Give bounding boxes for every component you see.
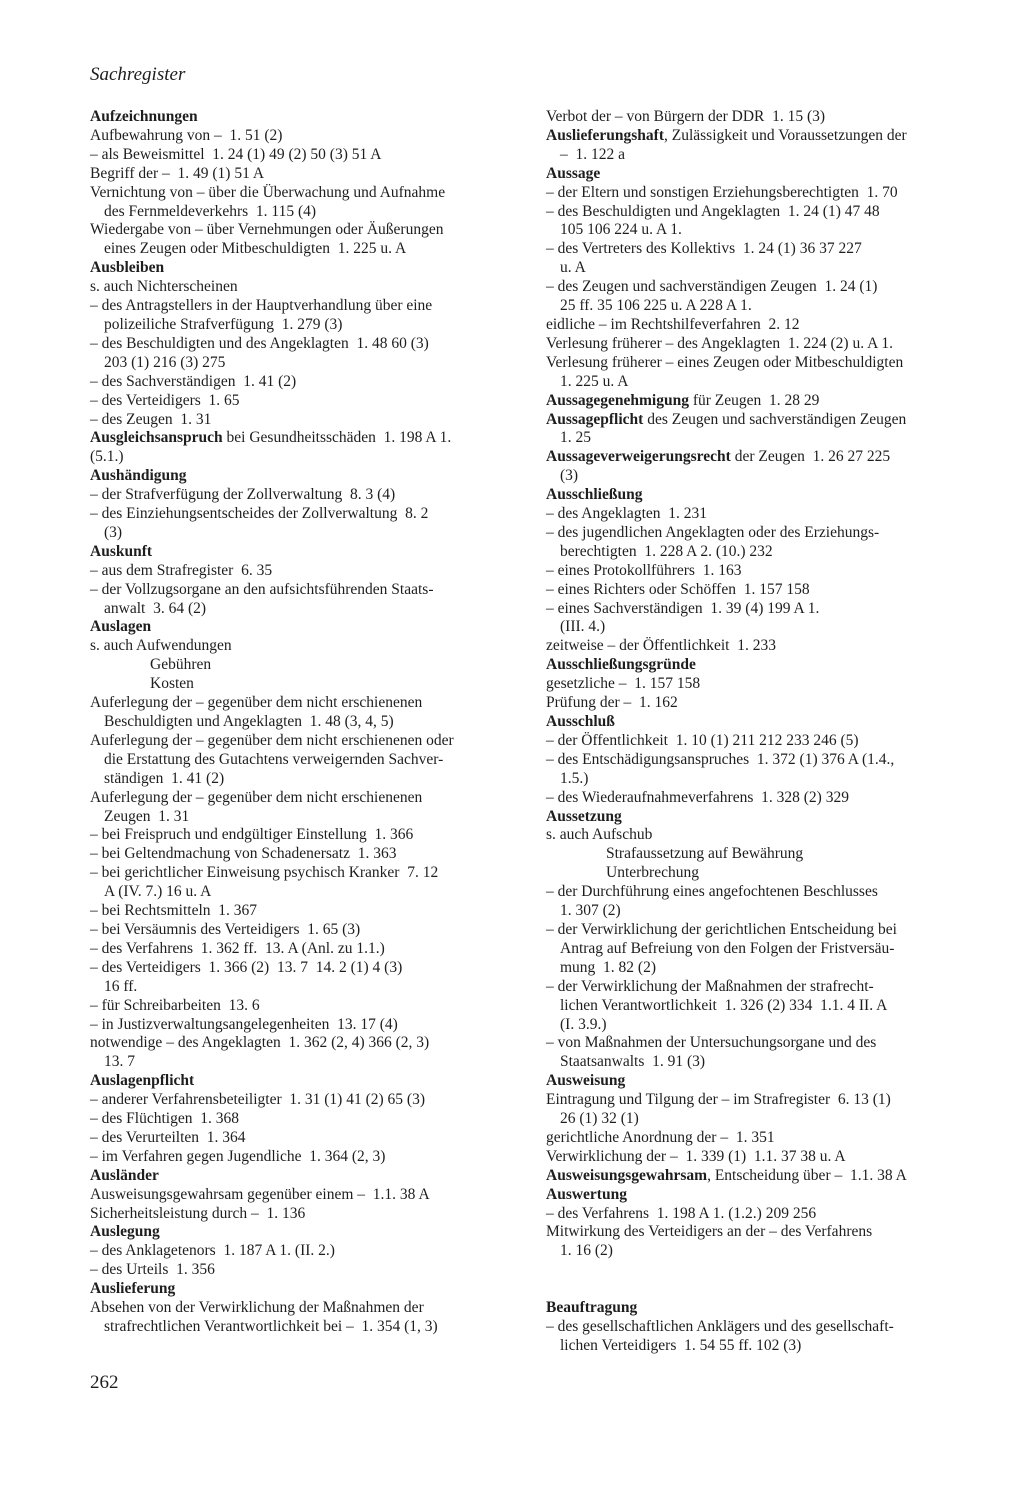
- index-heading-text: Aussage: [546, 164, 601, 182]
- index-entry-text: des Zeugen und sachverständigen Zeugen: [643, 410, 907, 428]
- index-entry-continuation: 1. 307 (2): [560, 902, 621, 920]
- index-heading: [90, 618, 522, 637]
- index-entry: Auferlegung der – gegenüber dem nicht erschienenen oder: [90, 731, 454, 749]
- index-entry-continuation: 13. 7: [104, 1053, 135, 1071]
- index-entry: s. auch Nichterscheinen: [90, 278, 238, 296]
- index-heading-text: Auslieferung: [90, 1280, 176, 1298]
- index-entry-continuation: lichen Verteidigers 1. 54 55 ff. 102 (3): [560, 1337, 802, 1355]
- index-entry: (5.1.): [90, 448, 124, 466]
- index-entry: – der Durchführung eines angefochtenen Beschlusses: [546, 883, 878, 901]
- index-entry: – im Verfahren gegen Jugendliche 1. 364 (2, 3): [90, 1147, 386, 1165]
- index-entry-continuation: berechtigten 1. 228 A 2. (10.) 232: [560, 542, 773, 560]
- index-entry: – des gesellschaftlichen Anklägers und des gesellschaft-: [546, 1318, 894, 1336]
- index-entry-continuation: 25 ff. 35 106 225 u. A 228 A 1.: [560, 297, 752, 315]
- index-entry: Verlesung früherer – des Angeklagten 1. 224 (2) u. A 1.: [546, 334, 893, 352]
- index-heading: [90, 467, 522, 486]
- index-heading-text: Auslegung: [90, 1223, 160, 1241]
- index-heading-text: Auslagenpflicht: [90, 1072, 195, 1090]
- index-column-right: [546, 108, 976, 1356]
- index-entry: gesetzliche – 1. 157 158: [546, 675, 701, 693]
- index-entry-continuation: strafrechtlichen Verantwortlichkeit bei – 1. 354 (1, 3): [104, 1318, 438, 1335]
- index-heading-text: Ausgleichsanspruch: [90, 429, 223, 447]
- index-entry: – der Verwirklichung der Maßnahmen der strafrecht-: [546, 977, 874, 995]
- page-number: 262: [90, 1372, 119, 1393]
- index-heading-with-entry: [546, 1167, 976, 1186]
- index-entry: – des Zeugen und sachverständigen Zeugen 1. 24 (1): [546, 278, 878, 296]
- running-header: Sachregister: [90, 64, 186, 85]
- index-heading-with-entry: [546, 448, 976, 467]
- index-entry: – eines Protokollführers 1. 163: [546, 561, 742, 579]
- index-heading-text: Auslagen: [90, 618, 152, 636]
- index-entry-continuation: 105 106 224 u. A 1.: [560, 221, 682, 239]
- index-entry-continuation: (III. 4.): [560, 618, 606, 636]
- index-heading-text: Beauftragung: [546, 1299, 638, 1317]
- index-entry: – der Strafverfügung der Zollverwaltung 8. 3 (4): [90, 486, 396, 504]
- index-entry-continuation: die Erstattung des Gutachtens verweigernden Sachver-: [104, 750, 444, 768]
- index-entry: – des Verteidigers 1. 366 (2) 13. 7 14. 2 (1) 4 (3): [90, 958, 403, 976]
- index-heading: [90, 543, 522, 562]
- index-entry: zeitweise – der Öffentlichkeit 1. 233: [546, 637, 776, 655]
- index-heading-text: Ausschließungsgründe: [546, 656, 696, 674]
- index-entry-continuation: Beschuldigten und Angeklagten 1. 48 (3, 4, 5): [104, 713, 394, 730]
- index-entry-continuation: A (IV. 7.) 16 u. A: [104, 883, 212, 901]
- index-entry-continuation: (I. 3.9.): [560, 1015, 607, 1033]
- index-entry: – bei Freispruch und endgültiger Einstellung 1. 366: [90, 826, 414, 844]
- index-entry: s. auch Aufschub: [546, 826, 653, 844]
- index-entry-continuation: ständigen 1. 41 (2): [104, 769, 225, 787]
- index-entry-continuation: Staatsanwalts 1. 91 (3): [560, 1053, 706, 1071]
- index-entry-continuation: (3): [104, 523, 123, 541]
- index-entry: – des Verfahrens 1. 362 ff. 13. A (Anl. zu 1.1.): [90, 939, 385, 957]
- index-heading: [546, 1072, 976, 1091]
- index-heading-text: Aussagepflicht: [546, 410, 644, 428]
- index-entry: – des Beschuldigten und des Angeklagten 1. 48 60 (3): [90, 334, 429, 352]
- index-entry: – des Einziehungsentscheides der Zollverwaltung 8. 2: [90, 505, 429, 523]
- index-entry-continuation: – 1. 122 a: [560, 145, 626, 163]
- index-entry: – des Flüchtigen 1. 368: [90, 1110, 239, 1128]
- index-entry: – als Beweismittel 1. 24 (1) 49 (2) 50 (3) 51 A: [90, 145, 382, 163]
- index-entry: – des Urteils 1. 356: [90, 1261, 215, 1279]
- index-entry-text: bei Gesundheitsschäden 1. 198 A 1.: [222, 429, 452, 447]
- index-entry-continuation: Zeugen 1. 31: [104, 807, 190, 825]
- index-entry-continuation: 1. 25: [560, 429, 591, 447]
- index-entry: – bei Rechtsmitteln 1. 367: [90, 902, 258, 920]
- index-entry: notwendige – des Angeklagten 1. 362 (2, 4) 366 (2, 3): [90, 1034, 430, 1052]
- index-heading: [546, 165, 976, 184]
- index-entry-continuation: des Fernmeldeverkehrs 1. 115 (4): [104, 202, 317, 220]
- index-heading-text: Aushändigung: [90, 467, 187, 485]
- index-entry: – anderer Verfahrensbeteiligter 1. 31 (1) 41 (2) 65 (3): [90, 1091, 425, 1109]
- index-heading-text: Aussagegenehmigung: [546, 391, 689, 409]
- index-heading-text: Auslieferungshaft: [546, 126, 664, 144]
- index-entry: Verbot der – von Bürgern der DDR 1. 15 (3): [546, 108, 826, 125]
- index-entry: gerichtliche Anordnung der – 1. 351: [546, 1128, 775, 1146]
- index-entry: Absehen von der Verwirklichung der Maßnahmen der: [90, 1299, 424, 1317]
- index-entry: – des Verteidigers 1. 65: [90, 391, 240, 409]
- index-heading-with-entry: [90, 429, 522, 448]
- index-entry: – bei Versäumnis des Verteidigers 1. 65 (3): [90, 920, 361, 938]
- index-entry-continuation: (3): [560, 467, 579, 485]
- index-heading: [90, 108, 522, 127]
- index-entry: – für Schreibarbeiten 13. 6: [90, 996, 260, 1014]
- index-entry: Eintragung und Tilgung der – im Strafregister 6. 13 (1): [546, 1091, 891, 1109]
- index-entry-continuation: Kosten: [150, 675, 194, 693]
- index-heading-with-entry: [546, 392, 976, 411]
- index-entry: – des Vertreters des Kollektivs 1. 24 (1) 36 37 227: [546, 240, 862, 258]
- index-heading-text: Ausländer: [90, 1166, 159, 1184]
- index-heading: [90, 1167, 522, 1186]
- index-entry-continuation: mung 1. 82 (2): [560, 958, 657, 976]
- index-entry-continuation: polizeiliche Strafverfügung 1. 279 (3): [104, 315, 343, 333]
- index-entry: Aufbewahrung von – 1. 51 (2): [90, 126, 283, 144]
- index-entry-text: , Entscheidung über – 1.1. 38 A: [707, 1166, 907, 1184]
- index-entry: – des jugendlichen Angeklagten oder des Erziehungs-: [546, 523, 880, 541]
- index-entry-text: für Zeugen 1. 28 29: [688, 391, 820, 409]
- index-entry: – der Verwirklichung der gerichtlichen Entscheidung bei: [546, 920, 897, 938]
- index-entry-continuation: u. A: [560, 259, 586, 277]
- index-heading-text: Ausschluß: [546, 713, 615, 730]
- index-heading-with-entry: [546, 411, 976, 430]
- index-entry: – eines Richters oder Schöffen 1. 157 158: [546, 580, 810, 598]
- index-entry-continuation: 1.5.): [560, 769, 589, 787]
- index-entry-continuation: Antrag auf Befreiung von den Folgen der Fristversäu-: [560, 939, 895, 957]
- index-heading: [546, 1186, 976, 1205]
- index-entry: – des Verfahrens 1. 198 A 1. (1.2.) 209 256: [546, 1204, 817, 1222]
- index-entry: – eines Sachverständigen 1. 39 (4) 199 A 1.: [546, 599, 820, 617]
- index-entry: Prüfung der – 1. 162: [546, 694, 678, 712]
- index-entry: – des Verurteilten 1. 364: [90, 1128, 246, 1146]
- index-entry-continuation: 16 ff.: [104, 977, 138, 995]
- index-entry: – des Sachverständigen 1. 41 (2): [90, 372, 297, 390]
- index-heading-text: Ausweisungsgewahrsam: [546, 1166, 708, 1184]
- index-entry: s. auch Aufwendungen: [90, 637, 232, 655]
- index-entry-continuation: 203 (1) 216 (3) 275: [104, 353, 226, 371]
- index-entry-text: der Zeugen 1. 26 27 225: [730, 448, 891, 466]
- index-heading-text: Ausbleiben: [90, 259, 165, 277]
- index-entry: – aus dem Strafregister 6. 35: [90, 561, 273, 579]
- index-entry: – in Justizverwaltungsangelegenheiten 13. 17 (4): [90, 1015, 398, 1033]
- index-entry-continuation: Unterbrechung: [606, 864, 699, 882]
- index-entry: – der Eltern und sonstigen Erziehungsberechtigten 1. 70: [546, 183, 898, 201]
- index-column-left: [90, 108, 522, 1337]
- index-entry: Sicherheitsleistung durch – 1. 136: [90, 1204, 306, 1222]
- index-heading: [546, 656, 976, 675]
- index-heading: [546, 808, 976, 827]
- index-heading: [90, 1223, 522, 1242]
- index-entry: Auferlegung der – gegenüber dem nicht erschienenen: [90, 788, 423, 806]
- index-entry-continuation: 26 (1) 32 (1): [560, 1110, 639, 1128]
- index-heading-text: Aufzeichnungen: [90, 108, 198, 125]
- index-entry: Vernichtung von – über die Überwachung und Aufnahme: [90, 183, 446, 201]
- index-entry: – des Wiederaufnahmeverfahrens 1. 328 (2) 329: [546, 788, 849, 806]
- index-entry: – des Zeugen 1. 31: [90, 410, 212, 428]
- index-entry: – von Maßnahmen der Untersuchungsorgane und des: [546, 1034, 877, 1052]
- index-heading: [90, 1072, 522, 1091]
- index-heading: [546, 713, 976, 732]
- index-entry: Verlesung früherer – eines Zeugen oder Mitbeschuldigten: [546, 353, 904, 371]
- index-entry-continuation: Strafaussetzung auf Bewährung: [606, 845, 804, 863]
- index-heading-text: Auswertung: [546, 1185, 627, 1203]
- index-heading-with-entry: [546, 127, 976, 146]
- index-entry: Auferlegung der – gegenüber dem nicht erschienenen: [90, 694, 423, 712]
- index-entry: – der Vollzugsorgane an den aufsichtsführenden Staats-: [90, 580, 434, 598]
- index-heading: [90, 1280, 522, 1299]
- index-entry: – des Angeklagten 1. 231: [546, 505, 708, 523]
- index-entry: Mitwirkung des Verteidigers an der – des Verfahrens: [546, 1223, 873, 1241]
- index-entry-continuation: lichen Verantwortlichkeit 1. 326 (2) 334 1.1. 4 II. A: [560, 996, 888, 1014]
- section-gap: [546, 1261, 976, 1299]
- index-entry: – des Antragstellers in der Hauptverhandlung über eine: [90, 297, 433, 315]
- index-heading-text: Aussetzung: [546, 807, 622, 825]
- index-entry: – des Anklagetenors 1. 187 A 1. (II. 2.): [90, 1242, 335, 1260]
- index-heading-text: Ausweisung: [546, 1072, 626, 1090]
- index-entry-continuation: 1. 225 u. A: [560, 372, 629, 390]
- index-entry-continuation: 1. 16 (2): [560, 1242, 613, 1260]
- index-entry: Ausweisungsgewahrsam gegenüber einem – 1.1. 38 A: [90, 1185, 430, 1203]
- index-heading: [90, 259, 522, 278]
- index-entry: – bei gerichtlicher Einweisung psychisch Kranker 7. 12: [90, 864, 439, 882]
- index-entry: – des Entschädigungsanspruches 1. 372 (1) 376 A (1.4.,: [546, 750, 895, 768]
- index-heading: [546, 1299, 976, 1318]
- index-entry: – des Beschuldigten und Angeklagten 1. 24 (1) 47 48: [546, 202, 880, 220]
- index-heading-text: Ausschließung: [546, 486, 643, 504]
- index-entry-continuation: Gebühren: [150, 656, 212, 674]
- index-entry: – der Öffentlichkeit 1. 10 (1) 211 212 233 246 (5): [546, 731, 859, 749]
- index-entry-text: , Zulässigkeit und Voraussetzungen der: [663, 126, 907, 144]
- index-heading-text: Auskunft: [90, 542, 153, 560]
- index-entry: eidliche – im Rechtshilfeverfahren 2. 12: [546, 315, 800, 333]
- index-heading: [546, 486, 976, 505]
- index-heading-text: Aussageverweigerungsrecht: [546, 448, 731, 466]
- index-entry-continuation: anwalt 3. 64 (2): [104, 599, 207, 617]
- index-entry: Begriff der – 1. 49 (1) 51 A: [90, 164, 265, 182]
- index-entry-continuation: eines Zeugen oder Mitbeschuldigten 1. 225 u. A: [104, 240, 407, 258]
- index-entry: Verwirklichung der – 1. 339 (1) 1.1. 37 38 u. A: [546, 1147, 846, 1165]
- index-entry: – bei Geltendmachung von Schadenersatz 1. 363: [90, 845, 397, 863]
- index-entry: Wiedergabe von – über Vernehmungen oder Äußerungen: [90, 221, 444, 239]
